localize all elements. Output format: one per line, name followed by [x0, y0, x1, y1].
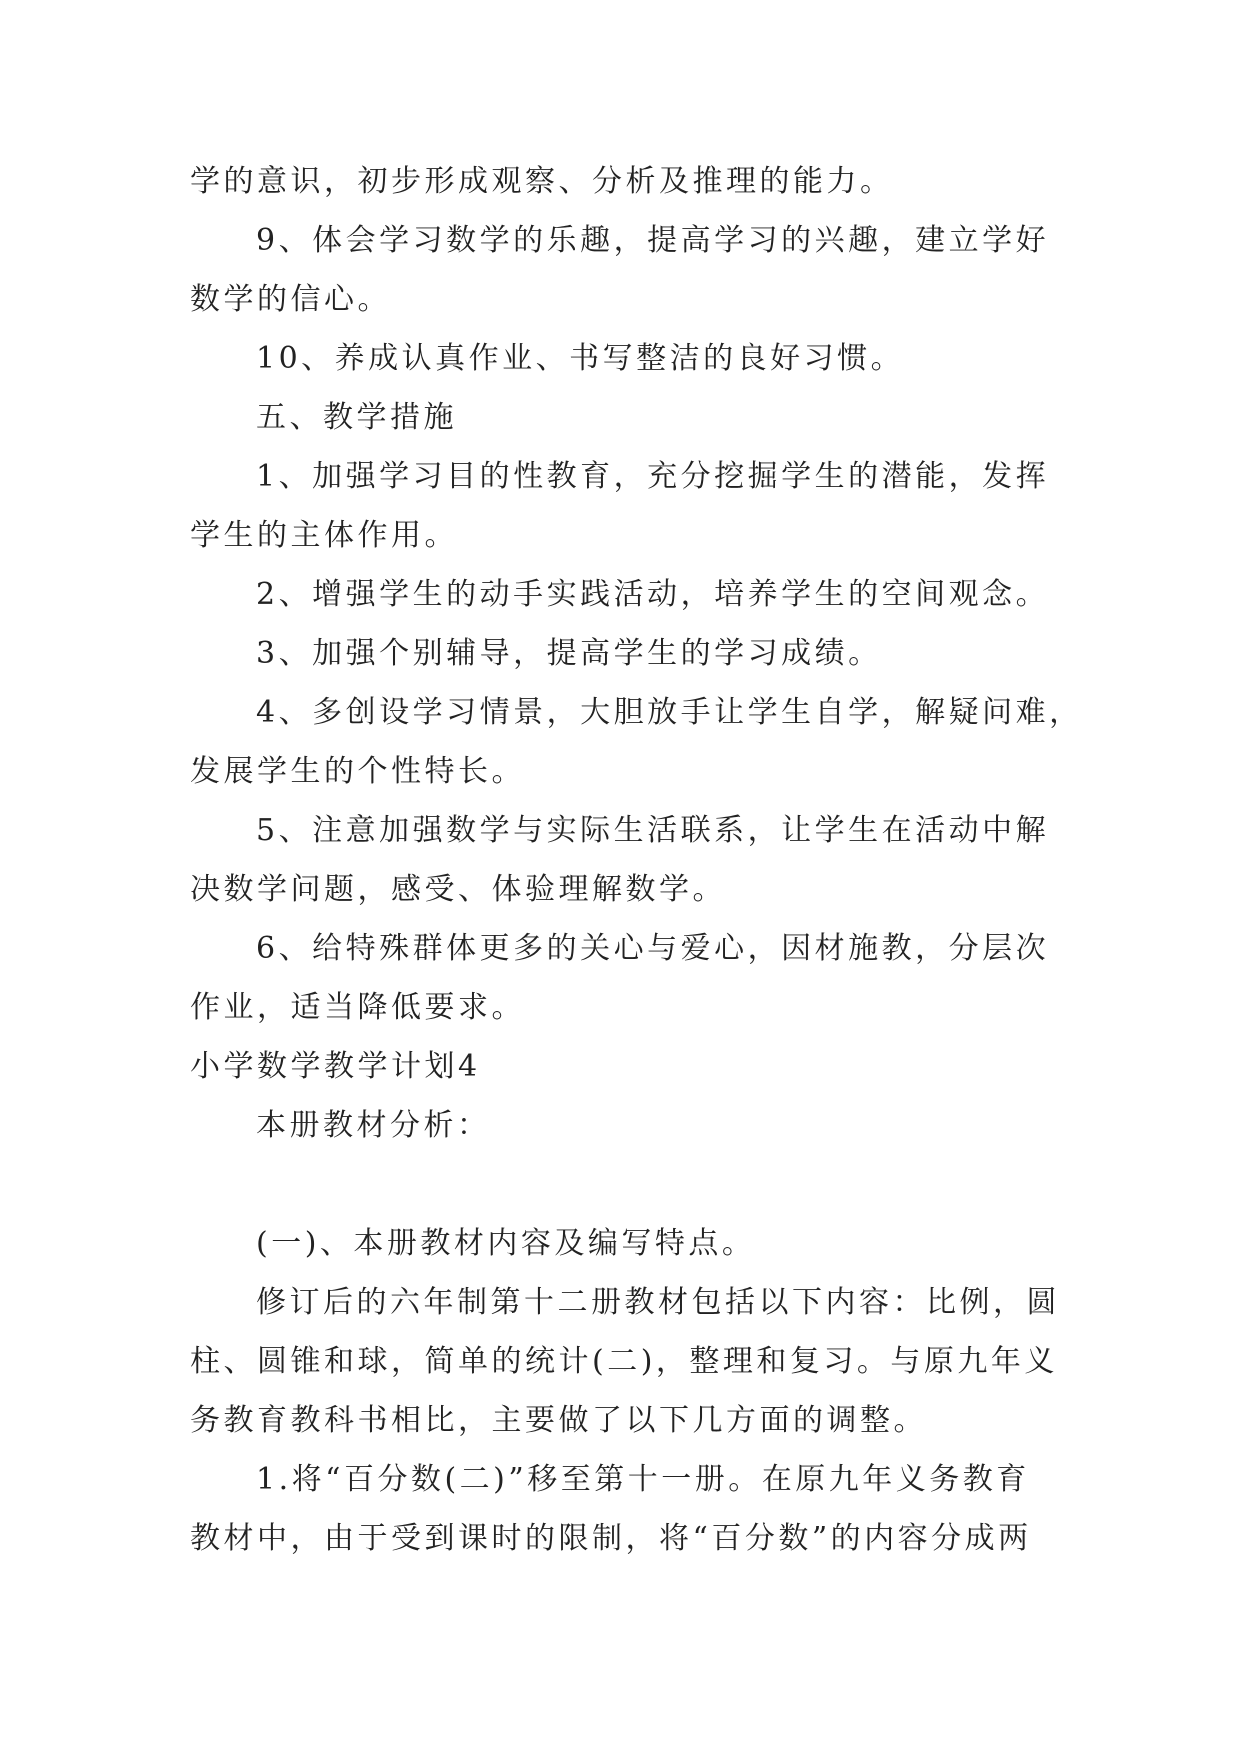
text-line: 数学的信心。 [190, 282, 391, 317]
text-line: 发展学生的个性特长。 [190, 754, 525, 789]
subsection-heading: (一)、本册教材内容及编写特点。 [256, 1226, 756, 1261]
text-line: 柱、圆锥和球，简单的统计(二)，整理和复习。与原九年义 [190, 1344, 1058, 1379]
text-line: 务教育教科书相比，主要做了以下几方面的调整。 [190, 1403, 927, 1438]
text-line: 学生的主体作用。 [190, 518, 458, 553]
text-line: 修订后的六年制第十二册教材包括以下内容：比例，圆 [256, 1285, 1060, 1320]
text-line: 1、加强学习目的性教育，充分挖掘学生的潜能，发挥 [256, 459, 1050, 494]
text-line: 6、给特殊群体更多的关心与爱心，因材施教，分层次 [256, 931, 1050, 966]
text-line: 2、增强学生的动手实践活动，培养学生的空间观念。 [256, 577, 1050, 612]
text-line: 10、养成认真作业、书写整洁的良好习惯。 [256, 341, 905, 376]
text-line: 5、注意加强数学与实际生活联系，让学生在活动中解 [256, 813, 1050, 848]
text-line: 3、加强个别辅导，提高学生的学习成绩。 [256, 636, 882, 671]
text-line: 学的意识，初步形成观察、分析及推理的能力。 [190, 164, 894, 199]
text-line: 决数学问题，感受、体验理解数学。 [190, 872, 726, 907]
document-title: 小学数学教学计划4 [190, 1049, 481, 1084]
text-line: 4、多创设学习情景，大胆放手让学生自学，解疑问难， [256, 695, 1083, 730]
text-line: 教材中，由于受到课时的限制，将“百分数”的内容分成两 [190, 1521, 1032, 1556]
text-line: 作业，适当降低要求。 [190, 990, 525, 1025]
text-line: 9、体会学习数学的乐趣，提高学习的兴趣，建立学好 [256, 223, 1050, 258]
section-heading: 五、教学措施 [256, 400, 457, 435]
text-line: 1.将“百分数(二)”移至第十一册。在原九年义务教育 [256, 1462, 1030, 1497]
subsection-heading: 本册教材分析： [256, 1108, 491, 1143]
